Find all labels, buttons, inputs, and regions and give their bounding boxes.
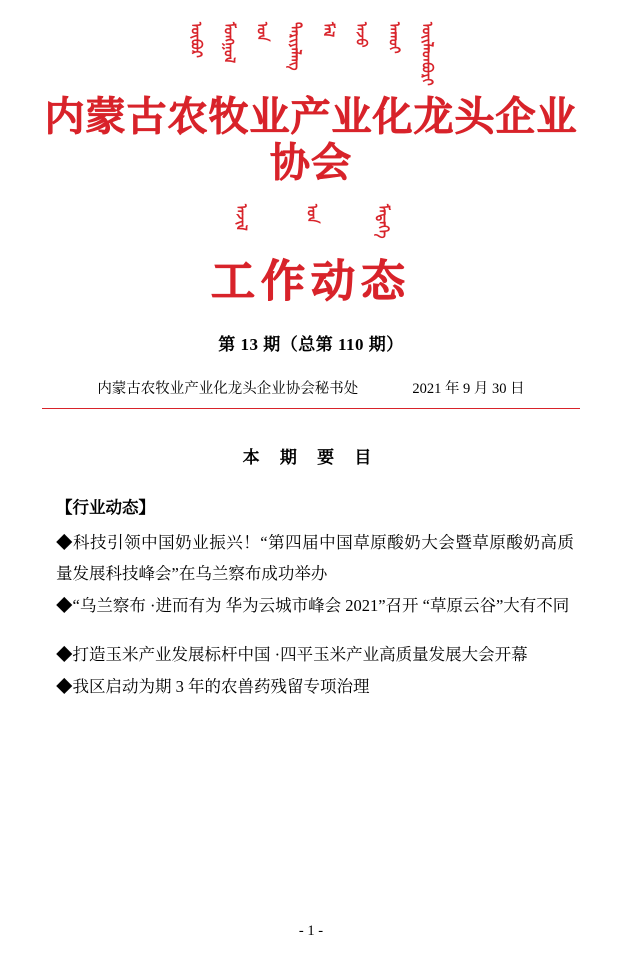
publication-meta bbox=[42, 377, 580, 398]
mongolian-glyph: ᠦᠢᠯᠡᠳᠪᠦᠷᠢ bbox=[417, 22, 436, 86]
contents-entry[interactable]: ◆科技引领中国奶业振兴！“第四届中国草原酸奶大会暨草原酸奶高质量发展科技峰会”在乌兰察布成功举办 bbox=[56, 533, 574, 583]
mongolian-glyph: ᠠᠬᠤᠢ bbox=[384, 22, 403, 54]
publication-date: 2021 年 9 月 30 日 bbox=[412, 381, 525, 398]
mongolian-header-band bbox=[42, 0, 580, 88]
publisher-name: 内蒙古农牧业产业化龙头企业协会秘书处 bbox=[97, 381, 359, 398]
contents-entry[interactable]: ◆打造玉米产业发展标杆中国 ·四平玉米产业高质量发展大会开幕 bbox=[56, 644, 528, 664]
bulletin-subtitle: 工作动态 bbox=[211, 257, 411, 306]
mongolian-glyph: ᠠᠵᠢᠯ bbox=[231, 204, 249, 231]
mongolian-glyph: ᠠᠵᠤ bbox=[351, 22, 370, 48]
mongolian-glyph: ᠤᠨ bbox=[302, 204, 320, 224]
contents-entry[interactable]: ◆我区启动为期 3 年的农兽药残留专项治理 bbox=[56, 677, 370, 697]
mongolian-glyph: ᠮᠠᠯ bbox=[318, 22, 337, 38]
mongolian-glyph: ᠮᠣᠩᠭᠣᠯ bbox=[219, 22, 238, 64]
page-number: - 1 - bbox=[298, 923, 324, 939]
issue-number: 第 13 期（总第 110 期） bbox=[218, 335, 404, 355]
organization-title: 内蒙古农牧业产业化龙头企业协会 bbox=[44, 95, 578, 185]
contents-title: 本 期 要 目 bbox=[242, 448, 380, 468]
mongolian-glyph: ᠮᠡᠳᠡᠭᠡ bbox=[373, 204, 391, 239]
mongolian-subtitle-band bbox=[42, 186, 580, 256]
section-heading-industry-news: 【行业动态】 bbox=[56, 498, 155, 518]
mongolian-glyph: ᠤᠨ bbox=[252, 22, 271, 42]
mongolian-glyph: ᠦᠪᠦᠷ bbox=[186, 22, 205, 58]
header-divider bbox=[42, 408, 580, 409]
contents-entry[interactable]: ◆“乌兰察布 ·进而有为 华为云城市峰会 2021”召开 “草原云谷”大有不同 bbox=[56, 596, 570, 616]
mongolian-glyph: ᠲᠠᠷᠢᠶᠠᠯᠠᠩ bbox=[285, 22, 304, 71]
